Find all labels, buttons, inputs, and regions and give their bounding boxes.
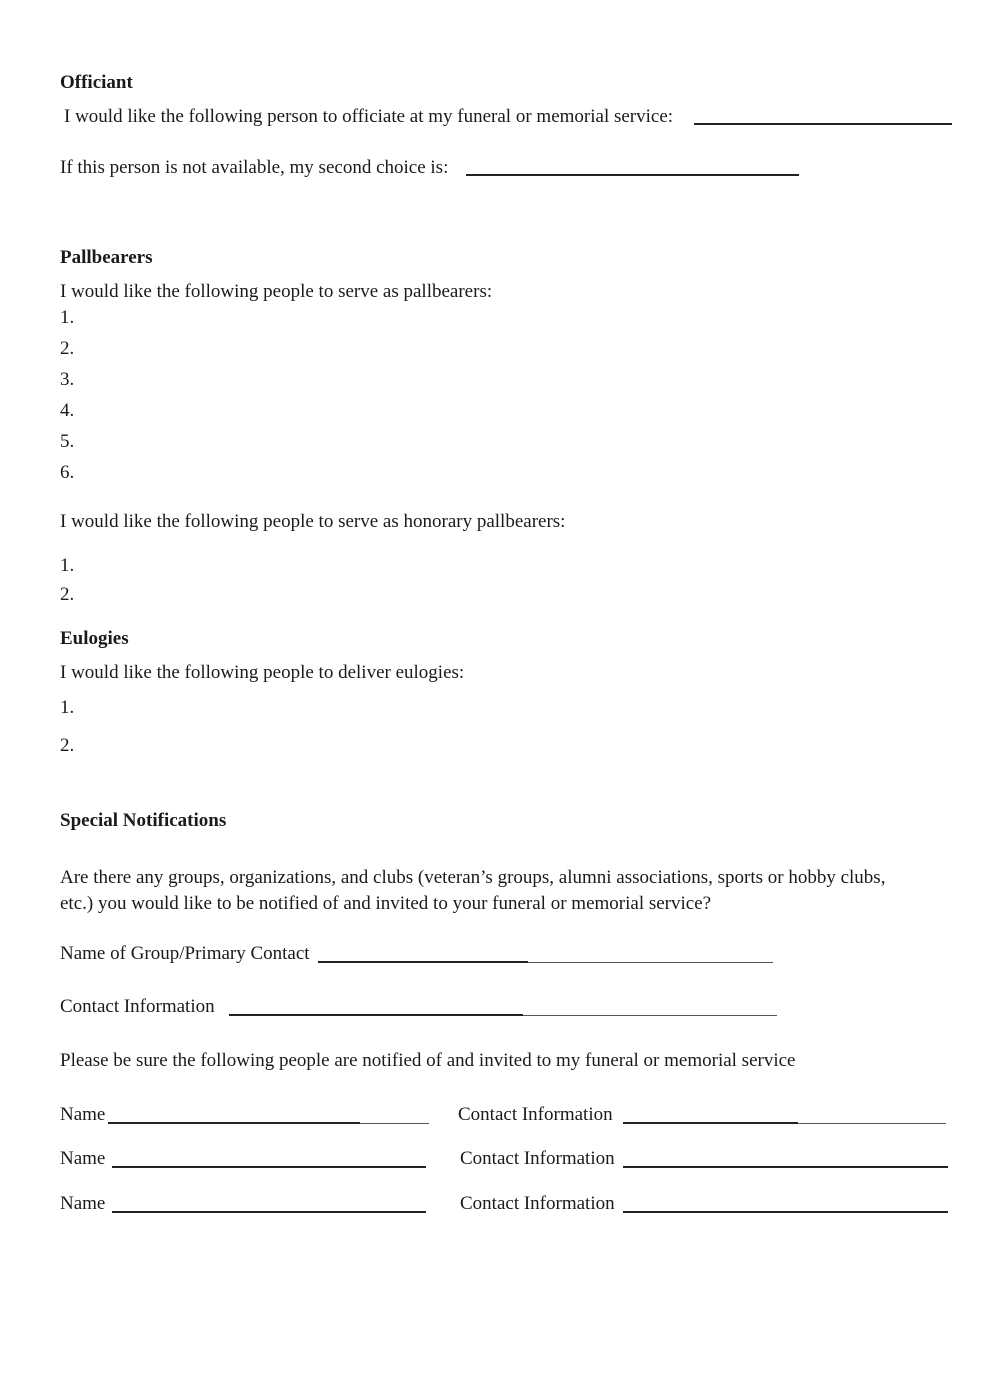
- person-2-contact-label: Contact Information: [460, 1148, 615, 1169]
- pallbearer-item-5: 5.: [60, 431, 75, 452]
- pallbearer-item-4: 4.: [60, 400, 75, 421]
- officiant-first-choice-label: I would like the following person to officiate at my funeral or memorial service:: [64, 106, 674, 127]
- person-2-contact-field[interactable]: [623, 1166, 948, 1168]
- person-2-name-label: Name: [60, 1148, 106, 1169]
- contact-information-field-extension: [523, 1015, 777, 1016]
- person-1-name-label: Name: [60, 1104, 106, 1125]
- person-3-name-label: Name: [60, 1193, 106, 1214]
- people-notify-intro: Please be sure the following people are notified of and invited to my funeral or memorial service: [60, 1050, 796, 1071]
- special-notifications-heading: Special Notifications: [60, 810, 227, 831]
- person-1-contact-field[interactable]: [623, 1122, 798, 1124]
- notifications-question-line-1: Are there any groups, organizations, and clubs (veteran’s groups, alumni associations, sports or hobby clubs,: [60, 867, 886, 888]
- person-1-name-field[interactable]: [108, 1122, 360, 1124]
- person-1-name-field-extension: [360, 1123, 429, 1124]
- pallbearer-item-3: 3.: [60, 369, 75, 390]
- contact-information-label: Contact Information: [60, 996, 215, 1017]
- group-contact-field-extension: [528, 962, 773, 963]
- officiant-heading: Officiant: [60, 72, 133, 93]
- person-1-contact-label: Contact Information: [458, 1104, 613, 1125]
- person-3-contact-field[interactable]: [623, 1211, 948, 1213]
- officiant-second-choice-label: If this person is not available, my second choice is:: [60, 157, 449, 178]
- group-contact-field[interactable]: [318, 961, 528, 963]
- contact-information-field[interactable]: [229, 1014, 523, 1016]
- eulogies-intro: I would like the following people to deliver eulogies:: [60, 662, 465, 683]
- eulogies-heading: Eulogies: [60, 628, 129, 649]
- pallbearer-item-1: 1.: [60, 307, 75, 328]
- group-contact-label: Name of Group/Primary Contact: [60, 943, 310, 964]
- person-2-name-field[interactable]: [112, 1166, 426, 1168]
- eulogy-item-2: 2.: [60, 735, 75, 756]
- officiant-first-choice-field[interactable]: [694, 123, 952, 125]
- honorary-pallbearer-item-1: 1.: [60, 555, 75, 576]
- eulogy-item-1: 1.: [60, 697, 75, 718]
- pallbearers-heading: Pallbearers: [60, 247, 153, 268]
- person-1-contact-field-extension: [798, 1123, 946, 1124]
- pallbearer-item-6: 6.: [60, 462, 75, 483]
- officiant-second-choice-field[interactable]: [466, 174, 799, 176]
- notifications-question-line-2: etc.) you would like to be notified of and invited to your funeral or memorial service?: [60, 893, 712, 914]
- honorary-pallbearers-intro: I would like the following people to serve as honorary pallbearers:: [60, 511, 566, 532]
- pallbearer-item-2: 2.: [60, 338, 75, 359]
- pallbearers-intro: I would like the following people to serve as pallbearers:: [60, 281, 493, 302]
- person-3-name-field[interactable]: [112, 1211, 426, 1213]
- person-3-contact-label: Contact Information: [460, 1193, 615, 1214]
- honorary-pallbearer-item-2: 2.: [60, 584, 75, 605]
